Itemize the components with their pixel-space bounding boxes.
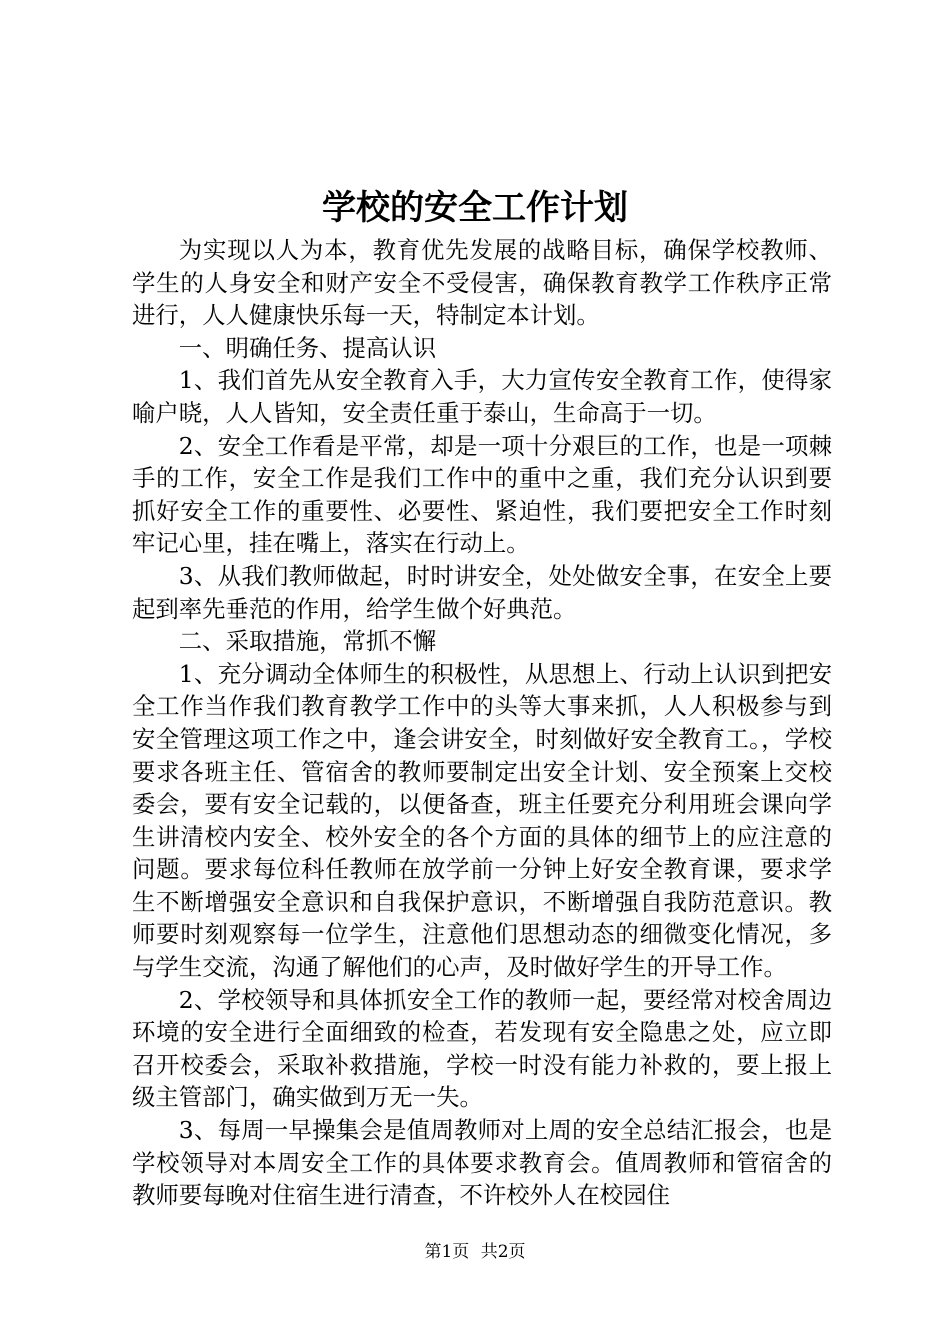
paragraph-1-2: 2、安全工作看是平常，却是一项十分艰巨的工作，也是一项棘手的工作，安全工作是我们工作中的重中之重，我们充分认识到要抓好安全工作的重要性、必要性、紧迫性，我们要把安全工作时刻牢记心里，挂在嘴上，落实在行动上。: [132, 431, 832, 558]
page-footer: [0, 1240, 950, 1264]
page-number: 第1页: [424, 1242, 470, 1262]
paragraph-1-1: 1、我们首先从安全教育入手，大力宣传安全教育工作，使得家喻户晓，人人皆知，安全责任重于泰山，生命高于一切。: [132, 366, 832, 427]
document-title: 学校的安全工作计划: [322, 188, 628, 228]
paragraph-2-1: 1、充分调动全体师生的积极性，从思想上、行动上认识到把安全工作当作我们教育教学工作中的头等大事来抓，人人积极参与到安全管理这项工作之中，逢会讲安全，时刻做好安全教育工。，学校要求各班主任、管宿舍的教师要制定出安全计划、安全预案上交校委会，要有安全记载的，以便备查，班主任要充分利用班会课向学生讲清校内安全、校外安全的各个方面的具体的细节上的应注意的问题。要求每位科任教师在放学前一分钟上好安全教育课，要求学生不断增强安全意识和自我保护意识，不断增强自我防范意识。教师要时刻观察每一位学生，注意他们思想动态的细微变化情况，多与学生交流，沟通了解他们的心声，及时做好学生的开导工作。: [132, 659, 832, 982]
page-total: 共2页: [480, 1242, 526, 1262]
paragraph-2-3: 3、每周一早操集会是值周教师对上周的安全总结汇报会，也是学校领导对本周安全工作的具体要求教育会。值周教师和管宿舍的教师要每晚对住宿生进行清查，不许校外人在校园住: [132, 1116, 832, 1210]
section-heading-1: 一、明确任务、提高认识: [178, 333, 437, 362]
paragraph-1-3: 3、从我们教师做起，时时讲安全，处处做安全事，在安全上要起到率先垂范的作用，给学生做个好典范。: [132, 561, 832, 623]
paragraph-2-2: 2、学校领导和具体抓安全工作的教师一起，要经常对校舍周边环境的安全进行全面细致的检查，若发现有安全隐患之处，应立即召开校委会，采取补救措施，学校一时没有能力补救的，要上报上级主管部门，确实做到万无一失。: [132, 985, 832, 1112]
document-body: [132, 234, 832, 1212]
intro-paragraph: 为实现以人为本，教育优先发展的战略目标，确保学校教师、学生的人身安全和财产安全不受侵害，确保教育教学工作秩序正常进行，人人健康快乐每一天，特制定本计划。: [132, 236, 832, 330]
section-heading-2: 二、采取措施，常抓不懈: [178, 627, 437, 656]
